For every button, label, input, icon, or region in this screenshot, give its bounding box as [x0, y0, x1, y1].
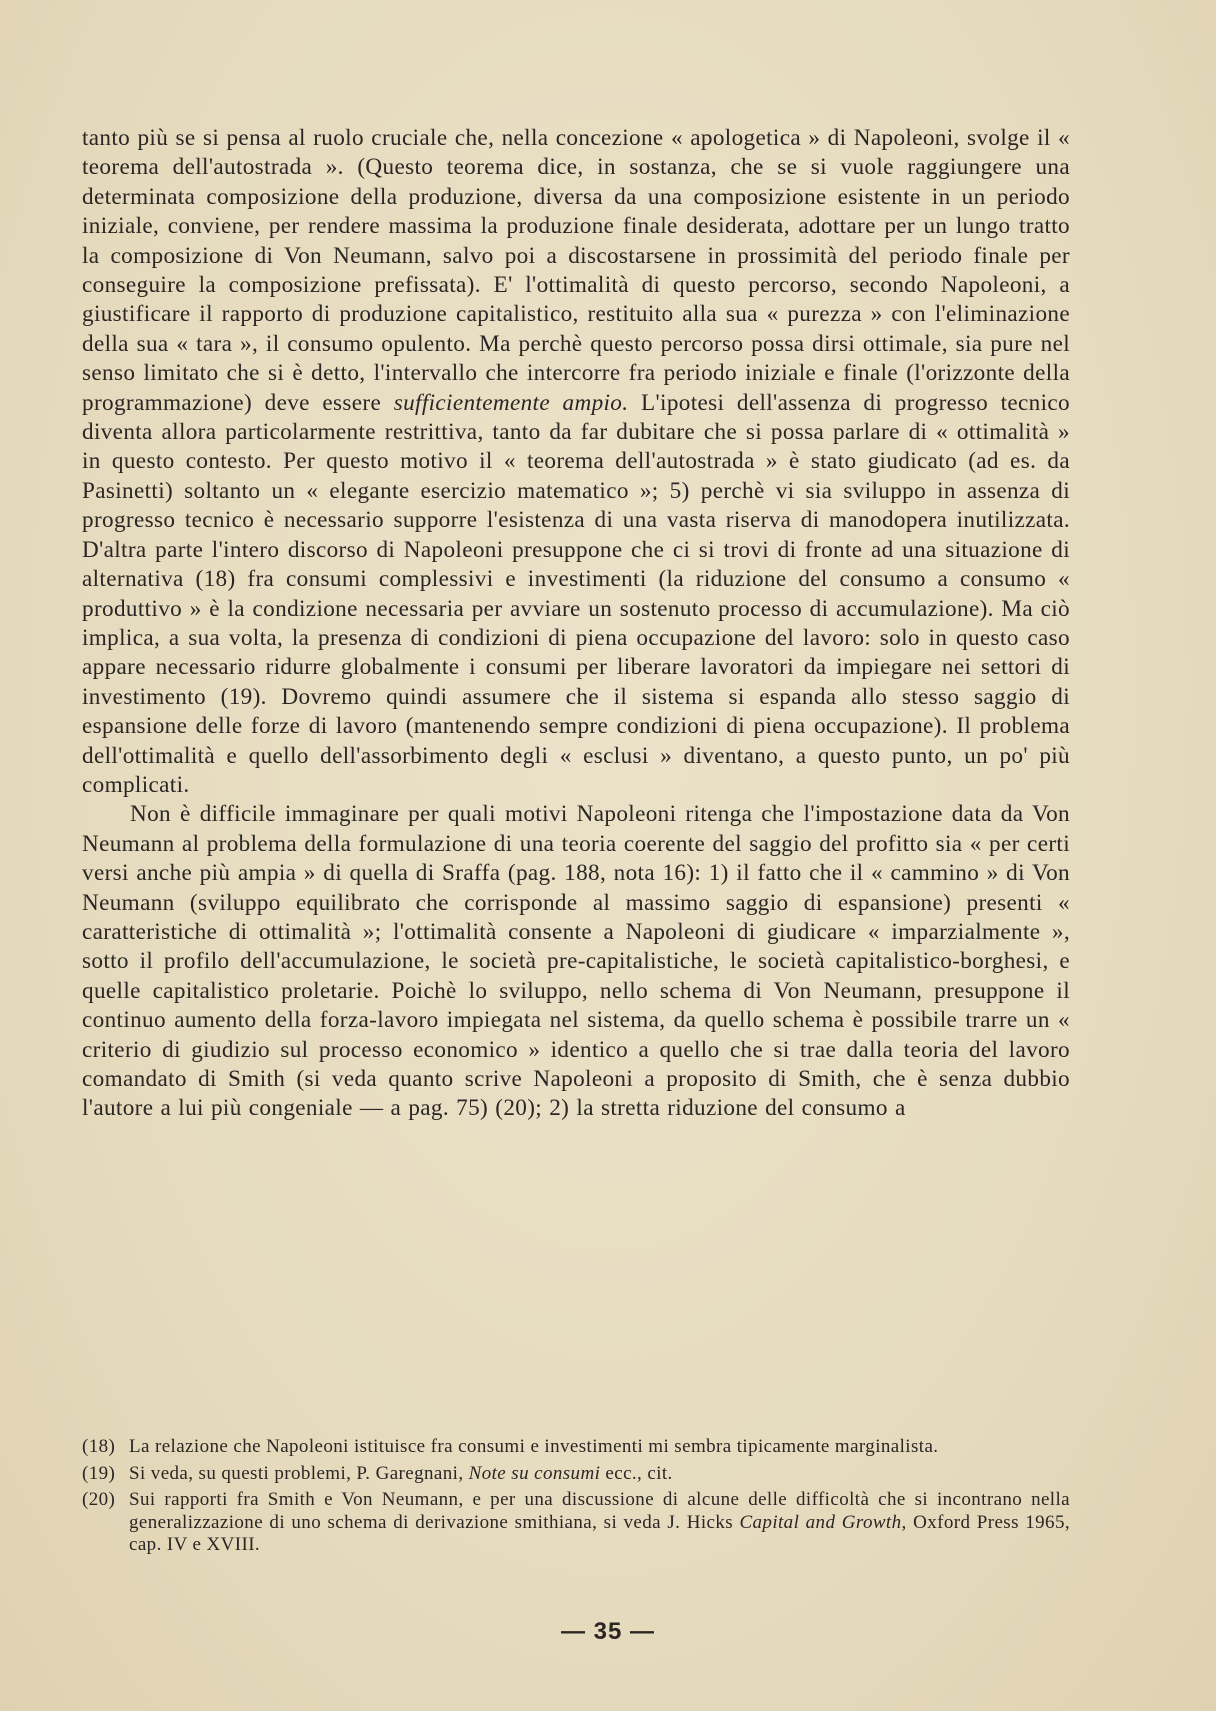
footnote-text	[129, 1463, 1070, 1486]
paragraph-1	[82, 124, 1070, 800]
footnote-text-a: La relazione che Napoleoni istituisce fra consumi e investimenti mi sembra tipicamente marginalista.	[129, 1436, 939, 1457]
footnote-text	[129, 1489, 1070, 1557]
footnote-italic-title: Note su consumi	[468, 1462, 601, 1484]
footnote-19	[82, 1463, 1070, 1486]
footnote-text	[129, 1436, 1070, 1459]
footnote-text-b: ecc., cit.	[605, 1462, 673, 1484]
page-number: — 35 —	[560, 1618, 656, 1645]
paragraph-1-text-a: tanto più se si pensa al ruolo cruciale che, nella concezione « apologetica » di Napoleoni, svolge il « teorema dell'autostrada ». (Questo teorema dice, in sostanza, che se si vuole raggiungere una determinata composizione della produzione, diversa da una composizione esistente in un periodo iniziale, conviene, per rendere massima la produzione finale desiderata, adottare per un lungo tratto la composizione di Von Neumann, salvo poi a discostarsene in prossimità del periodo finale per conseguire la composizione prefissata). E' l'ottimalità di questo percorso, secondo Napoleoni, a giustificare il rapporto di produzione capitalistico, restituito alla sua « purezza » con l'eliminazione della sua « tara », il consumo opulento. Ma perchè questo percorso possa dirsi ottimale, sia pure nel senso limitato che si è detto, l'intervallo che intercorre fra periodo iniziale e finale (l'orizzonte della programmazione) deve essere	[82, 125, 1070, 416]
paragraph-2: Non è difficile immaginare per quali motivi Napoleoni ritenga che l'impostazione data da Von Neumann al problema della formulazione di una teoria coerente del saggio del profitto sia « per certi versi anche più ampia » di quella di Sraffa (pag. 188, nota 16): 1) il fatto che il « cammino » di Von Neumann (sviluppo equilibrato che corrisponde al massimo saggio di espansione) presenti « caratteristiche di ottimalità »; l'ottimalità consente a Napoleoni di giudicare « imparzialmente », sotto il profilo dell'accumulazione, le società pre-capitalistiche, le società capitalistico-borghesi, e quelle capitalistico proletarie. Poichè lo sviluppo, nello schema di Von Neumann, presuppone il continuo aumento della forza-lavoro impiegata nel sistema, da quello schema è possibile trarre un « criterio di giudizio sul processo economico » identico a quello che si trae dalla teoria del lavoro comandato di Smith (si veda quanto scrive Napoleoni a proposito di Smith, che è senza dubbio l'autore a lui più congeniale — a pag. 75) (20); 2) la stretta riduzione del consumo a	[82, 801, 1070, 1122]
footnote-text-b: Oxford Press 1965, cap. IV e XVIII.	[129, 1511, 1071, 1555]
footnote-italic-title: Capital and Growth,	[739, 1511, 907, 1533]
paragraph-1-italic-phrase: sufficientemente ampio.	[393, 389, 629, 416]
footnote-number: (19)	[82, 1462, 116, 1484]
footnote-20	[82, 1489, 1070, 1557]
footnotes	[82, 1436, 1070, 1561]
footnote-number: (20)	[82, 1489, 116, 1510]
paragraph-1-text-b: L'ipotesi dell'assenza di progresso tecnico diventa allora particolarmente restrittiva, tanto da far dubitare che si possa parlare di « ottimalità » in questo contesto. Per questo motivo il « teorema dell'autostrada » è stato giudicato (ad es. da Pasinetti) soltanto un « elegante esercizio matematico »; 5) perchè vi sia sviluppo in assenza di progresso tecnico è necessario supporre l'esistenza di una vasta riserva di manodopera inutilizzata. D'altra parte l'intero discorso di Napoleoni presuppone che ci si trovi di fronte ad una situazione di alternativa (18) fra consumi complessivi e investimenti (la riduzione del consumo a consumo « produttivo » è la condizione necessaria per avviare un sostenuto processo di accumulazione). Ma ciò implica, a sua volta, la presenza di condizioni di piena occupazione del lavoro: solo in questo caso appare necessario ridurre globalmente i consumi per liberare lavoratori da impiegare nei settori di investimento (19). Dovremo quindi assumere che il sistema si espanda allo stesso saggio di espansione delle forze di lavoro (mantenendo sempre condizioni di piena occupazione). Il problema dell'ottimalità e quello dell'assorbimento degli « esclusi » diventano, a questo punto, un po' più complicati.	[82, 389, 1070, 798]
footnote-18	[82, 1436, 1070, 1459]
main-text	[82, 124, 1070, 1124]
footnote-number: (18)	[82, 1436, 116, 1457]
footnote-text-a: Sui rapporti fra Smith e Von Neumann, e per una discussione di alcune delle difficoltà che si incontrano nella generalizzazione di uno schema di derivazione smithiana, si veda J. Hicks	[129, 1489, 1070, 1533]
footnote-text-a: Si veda, su questi problemi, P. Garegnani,	[129, 1462, 464, 1484]
